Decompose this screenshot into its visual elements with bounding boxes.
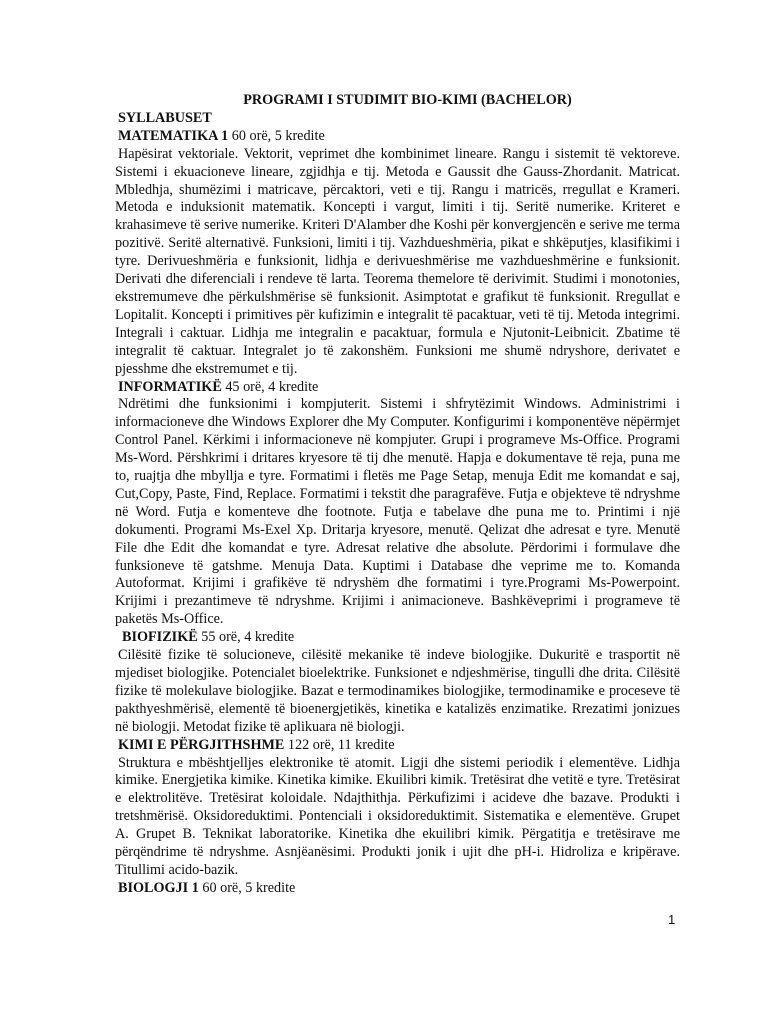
course-name: BIOLOGJI 1 [118, 879, 199, 896]
course-heading-informatike [115, 379, 680, 397]
course-body-kimi: Struktura e mbështjelljes elektronike të atomit. Ligji dhe sistemi periodik i elementëve. Lidhja kimike. Energjetika kimike. Kinetika kimike. Ekuilibri kimik. Tretësirat dhe vetitë e tyre. Tretësirat e elektrolitëve. Tretësirat koloidale. Ndajthithja. Përkufizimi i acideve dhe bazave. Produkti i tretshmërisë. Oksidoreduktimi. Pontenciali i oksidoreduktimit. Sistematika e elementëve. Grupet A. Grupet B. Teknikat laboratorike. Kinetika dhe ekuilibri kimik. Përgatitja e tretësirave me përqëndrime të ndryshme. Asnjëanësimi. Produkti jonik i ujit dhe pH-i. Hidroliza e kripërave. Titullimi acido-bazik. [115, 754, 680, 878]
section-label: SYLLABUSET [118, 109, 212, 126]
course-meta: 122 orë, 11 kredite [284, 736, 395, 753]
course-heading-kimi [115, 737, 680, 755]
course-heading-biofizike [115, 629, 680, 647]
page-number: 1 [668, 912, 676, 927]
course-heading-biologji [115, 880, 680, 898]
course-meta: 60 orë, 5 kredite [198, 879, 296, 896]
document-content [115, 92, 680, 898]
course-body-biofizike: Cilësitë fizike të solucioneve, cilësitë mekanike të indeve biologjike. Dukuritë e trasportit në mjediset biologjike. Potencialet bioelektrike. Funksionet e ndjeshmërise, tingulli dhe drita. Cilësitë fizike të molekulave biologjike. Bazat e termodinamikes biologjike, termodinamike e proceseve të pakthyeshmërisë, elementë të bioenergjetikës, kinetika e katalizës enzimatike. Rrezatimi jonizues në biologji. Metodat fizike të aplikuara në biologji. [115, 647, 680, 735]
course-body-informatike: Ndrëtimi dhe funksionimi i kompjuterit. Sistemi i shfrytëzimit Windows. Administrimi i informacioneve dhe Windows Explorer dhe My Computer. Konfigurimi i komponentëve nëpërmjet Control Panel. Kërkimi i informacioneve në kompjuter. Grupi i programeve Ms-Office. Programi Ms-Word. Përshkrimi i dritares kryesore të tij dhe menutë. Hapja e dokumentave të reja, puna me to, ruajtja dhe mbyllja e tyre. Formatimi i fletës me Page Setap, menuja Edit me komandat e saj, Cut,Copy, Paste, Find, Replace. Formatimi i tekstit dhe paragrafëve. Futja e objekteve të ndryshme në Word. Futja e komenteve dhe footnote. Futja e tabelave dhe puna me to. Printimi i një dokumenti. Programi Ms-Exel Xp. Dritarja kryesore, menutë. Qelizat dhe adresat e tyre. Menutë File dhe Edit dhe komandat e tyre. Adresat relative dhe absolute. Përdorimi i formulave dhe funksioneve të gatshme. Menuja Data. Kuptimi i Database dhe veprime me to. Komanda Autoformat. Krijimi i grafikëve të ndryshëm dhe formatimi i tyre.Programi Ms-Powerpoint. Krijimi i prezantimeve të ndryshme. Krijimi i animacioneve. Bashkëveprimi i programeve të paketës Ms-Office. [115, 396, 680, 628]
course-name: MATEMATIKA 1 [118, 127, 229, 144]
course-meta: 45 orë, 4 kredite [221, 378, 319, 395]
course-meta: 55 orë, 4 kredite [197, 629, 295, 646]
course-name: KIMI E PËRGJITHSHME [118, 736, 285, 753]
course-name: INFORMATIKË [118, 378, 222, 395]
course-meta: 60 orë, 5 kredite [228, 127, 325, 144]
course-body-matematika: Hapësirat vektoriale. Vektorit, veprimet dhe kombinimet lineare. Rangu i sistemit të vektoreve. Sistemi i ekuacioneve lineare, zgjidhja e tij. Metoda e Gaussit dhe Gauss-Zhordanit. Matricat. Mbledhja, shumëzimi i matricave, përcaktori, veti e tij. Rangu i matricës, rregullat e Krameri. Metoda e induksionit matematik. Koncepti i vargut, limiti i tij. Seritë numerike. Kriteret e krahasimeve të serive numerike. Kriteri D'Alamber dhe Koshi për konvergjencën e serive me terma pozitivë. Seritë alternativë. Funksioni, limiti i tij. Vazhdueshmëria, pikat e shkëputjes, klasifikimi i tyre. Derivueshmëria e funksionit, lidhja e derivueshmërise me vazhdueshmërine e funksionit. Derivati dhe diferenciali i rendeve të larta. Teorema themelore të derivimit. Studimi i monotonies, ekstremumeve dhe përkulshmërise së funksionit. Asimptotat e grafikut të funksionit. Rregullat e Lopitalit. Koncepti i primitives për kufizimin e integralit të pacaktuar, veti të tij. Metoda integrimi. Integrali i caktuar. Lidhja me integralin e pacaktuar, formula e Njutonit-Leibnicit. Zbatime të integralit të caktuar. Integralet jo të zakonshëm. Funksioni me shumë ndryshore, derivatet e pjesshme dhe ekstremumet e tij. [115, 145, 680, 377]
course-heading-matematika [115, 128, 680, 146]
page-title: PROGRAMI I STUDIMIT BIO-KIMI (BACHELOR) [243, 92, 572, 108]
course-name: BIOFIZIKË [122, 629, 198, 646]
